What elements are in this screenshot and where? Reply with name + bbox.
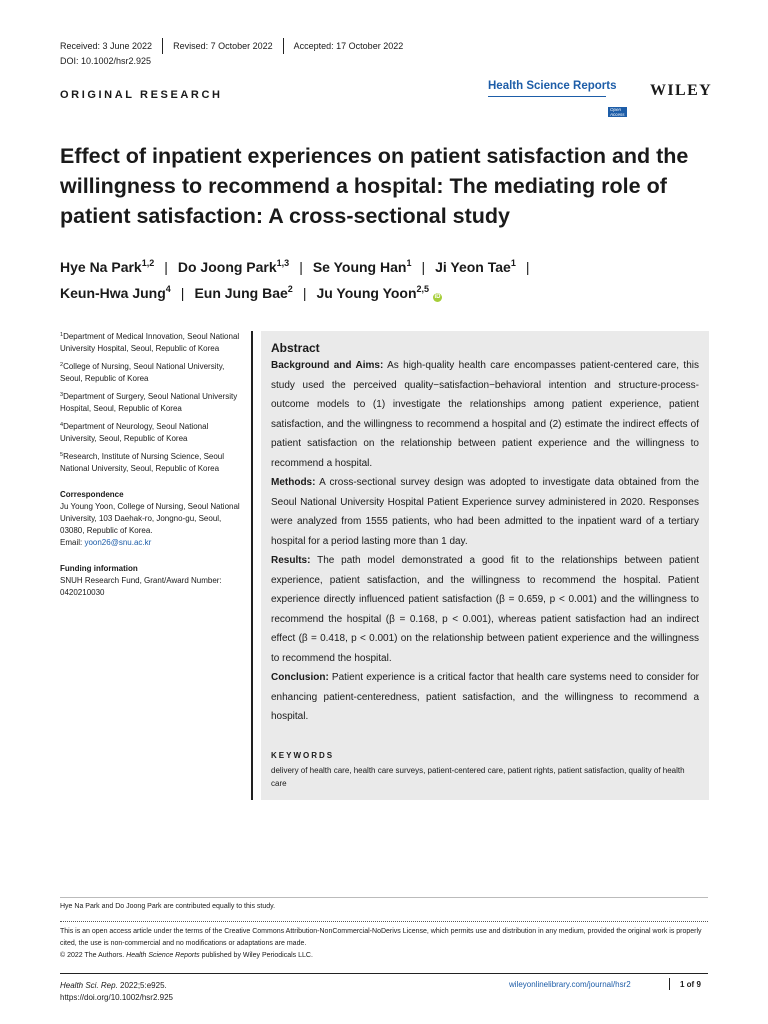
abstract-background: Background and Aims: As high-quality health care encompasses patient-centered care, this study used the perceived quality−satisfaction−behavioral intention and structure-process-outcome models to (1) investigate the relationships among patient experience, patient satisfaction, and the willingness to recommend a hospital and (2) estimate the indirect effects of patient satisfaction on the relationship between patient experience and the willingness to recommend a hospital. xyxy=(271,360,699,469)
license-text: This is an open access article under the terms of the Creative Commons Attribution-NonCommercial-NoDerivs License, which permits use and distribution in any medium, provided the original work is properly cited, the use is non-commercial and no modifications or adaptations are made. xyxy=(60,928,702,947)
orcid-icon[interactable]: iD xyxy=(434,294,441,300)
author-name[interactable]: Keun-Hwa Jung$^4$ xyxy=(60,284,171,301)
equal-contribution-note: Hye Na Park and Do Joong Park are contributed equally to this study. xyxy=(60,903,276,910)
author-name[interactable]: Eun Jung Bae$^2$ xyxy=(194,284,293,301)
author-name[interactable]: Do Joong Park$^{1,3}$ xyxy=(177,258,290,275)
article-info-column xyxy=(60,331,246,599)
open-access-badge: Open Access xyxy=(610,107,625,117)
copyright-text: © 2022 The Authors. Health Science Reports published by Wiley Periodicals LLC. xyxy=(60,952,313,959)
author-name[interactable]: Se Young Han$^1$ xyxy=(312,258,412,275)
correspondence-heading: Correspondence xyxy=(60,490,124,499)
affiliation: $^5$Research, Institute of Nursing Science, Seoul National University, Seoul, Republic of Korea xyxy=(60,452,225,473)
accepted-date: Accepted: 17 October 2022 xyxy=(293,41,404,51)
author-list xyxy=(60,254,720,306)
abstract-conclusion: Conclusion: Patient experience is a critical factor that health care systems need to consider for enhancing patient-centeredness, patient satisfaction, and the willingness to recommend a hospital. xyxy=(271,672,699,722)
affiliation: $^3$Department of Surgery, Seoul National University Hospital, Seoul, Republic of Korea xyxy=(60,392,238,413)
journal-logo[interactable] xyxy=(488,80,625,117)
abstract-results: Results: The path model demonstrated a good fit to the relationships between patient experience, patient satisfaction, and the willingness to recommend the hospital. Patient experience directly influenced patient satisfaction (β = 0.659, p < 0.001) and the willingness to recommend the hospital (β = 0.168, p < 0.001), whereas patient satisfaction had an indirect effect (β = 0.418, p < 0.001) on the relationship between patient experience and the willingness to recommend the hospital. xyxy=(271,555,699,664)
author-name[interactable]: Ju Young Yoon$^{2,5}$ xyxy=(316,284,430,301)
funding-heading: Funding information xyxy=(60,564,138,573)
keywords-heading: KEYWORDS xyxy=(271,750,335,760)
citation-doi-link[interactable]: https://doi.org/10.1002/hsr2.925 xyxy=(60,993,173,1002)
affiliation: $^1$Department of Medical Innovation, Seoul National University Hospital, Seoul, Republic of Korea xyxy=(60,332,240,353)
article-type: ORIGINAL RESEARCH xyxy=(60,89,223,101)
revised-date: Revised: 7 October 2022 xyxy=(173,41,273,51)
license-note xyxy=(60,926,710,962)
email-link[interactable]: yoon26@snu.ac.kr xyxy=(84,538,152,547)
citation: Health Sci. Rep. 2022;5:e925. https://doi.org/10.1002/hsr2.925 xyxy=(60,981,173,1002)
article-title: Effect of inpatient experiences on patient satisfaction and the willingness to recommend a hospital: The mediating role of patient satisfaction: A cross-sectional study xyxy=(60,144,689,228)
author-line-2: Keun-Hwa Jung$^4$ | Eun Jung Bae$^2$ | Ju Young Yoon$^{2,5}$ iD xyxy=(60,284,441,301)
received-date: Received: 3 June 2022 xyxy=(60,41,153,51)
journal-website-link[interactable]: wileyonlinelibrary.com/journal/hsr2 xyxy=(509,980,631,989)
correspondence-email: Email: yoon26@snu.ac.kr xyxy=(60,538,152,547)
funding-text: SNUH Research Fund, Grant/Award Number: 0420210030 xyxy=(60,576,222,597)
author-name[interactable]: Ji Yeon Tae$^1$ xyxy=(435,258,516,275)
affiliation: $^4$Department of Neurology, Seoul National University, Seoul, Republic of Korea xyxy=(60,422,209,443)
footer-rule xyxy=(60,973,708,974)
license-divider xyxy=(60,921,708,922)
keywords-list: delivery of health care, health care surveys, patient-centered care, patient rights, patient satisfaction, quality of health care xyxy=(271,765,685,788)
article-dates xyxy=(60,38,413,54)
abstract-box xyxy=(261,331,709,800)
footnote-divider xyxy=(60,897,708,898)
publisher-logo[interactable]: WILEY xyxy=(650,82,713,99)
page-separator xyxy=(669,978,670,990)
correspondence-text: Ju Young Yoon, College of Nursing, Seoul National University, 103 Daehak-ro, Jongno-gu, Seoul, 03080, Republic of Korea. xyxy=(60,502,240,535)
journal-name: Health Science Reports xyxy=(488,80,617,92)
author-line-1: Hye Na Park$^{1,2}$ | Do Joong Park$^{1,3}$ | Se Young Han$^1$ | Ji Yeon Tae$^1$ | xyxy=(60,258,530,275)
abstract-rule xyxy=(251,331,253,800)
page-number: 1 of 9 xyxy=(680,980,701,989)
affiliation: $^2$College of Nursing, Seoul National University, Seoul, Republic of Korea xyxy=(60,362,225,383)
abstract-heading: Abstract xyxy=(271,341,320,355)
doi: DOI: 10.1002/hsr2.925 xyxy=(60,56,152,66)
author-name[interactable]: Hye Na Park$^{1,2}$ xyxy=(60,258,155,275)
citation-journal: Health Sci. Rep. xyxy=(60,981,118,990)
abstract-methods: Methods: A cross-sectional survey design was adopted to investigate data obtained from the Seoul National University Hospital Patient Experience survey administered in 2020. Responses were analyzed from 1555 patients, who had been admitted to the inpatient ward of a tertiary hospital for a period lasting more than 1 day. xyxy=(271,477,699,547)
journal-logo-underline xyxy=(488,96,606,97)
